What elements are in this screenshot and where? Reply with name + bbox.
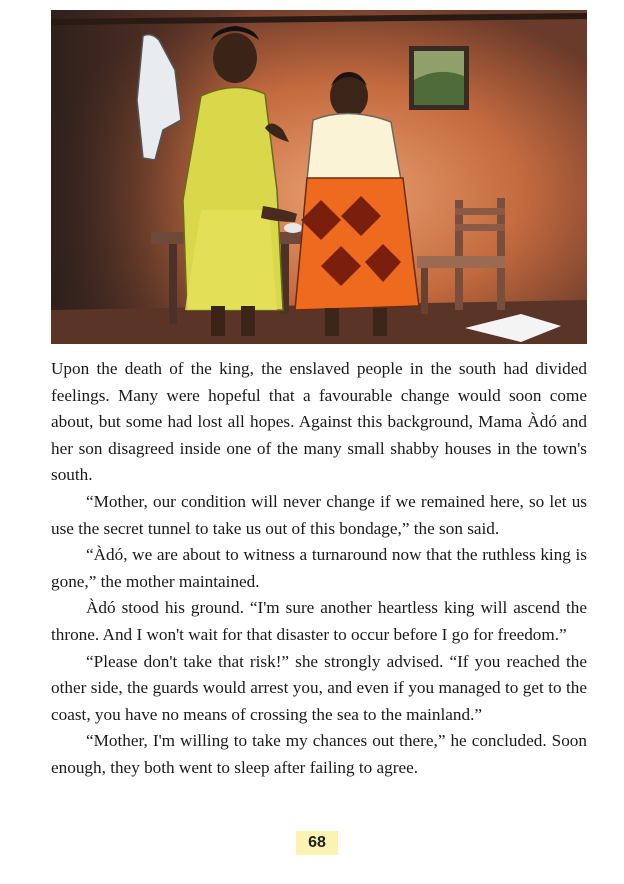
page-number: 68 [296,831,338,855]
story-illustration [51,10,587,344]
illustration-art [51,10,587,344]
story-paragraph: “Mother, our condition will never change if we remained here, so let us use the secret tunnel to take us out of this bondage,” the son said. [51,491,587,538]
story-paragraph: Upon the death of the king, the enslaved people in the south had divided feelings. Many were hopeful that a favourable change would soon come about, but some had lost all hopes. Against this background, Mama Àdó and her son disagreed inside one of the many small shabby houses in the town's south. [51,359,587,485]
story-text [51,356,587,782]
story-paragraph: “Mother, I'm willing to take my chances out there,” he concluded. Soon enough, they both went to sleep after failing to agree. [51,731,587,777]
wall-picture [409,46,469,110]
story-paragraph: “Àdó, we are about to witness a turnaround now that the ruthless king is gone,” the mother maintained. [51,545,587,591]
story-paragraph: Àdó stood his ground. “I'm sure another heartless king will ascend the throne. And I won't wait for that disaster to occur before I go for freedom.” [51,598,587,644]
story-paragraph: “Please don't take that risk!” she strongly advised. “If you reached the other side, the guards would arrest you, and even if you managed to get to the coast, you have no means of crossing the sea to the mainland.” [51,651,587,724]
